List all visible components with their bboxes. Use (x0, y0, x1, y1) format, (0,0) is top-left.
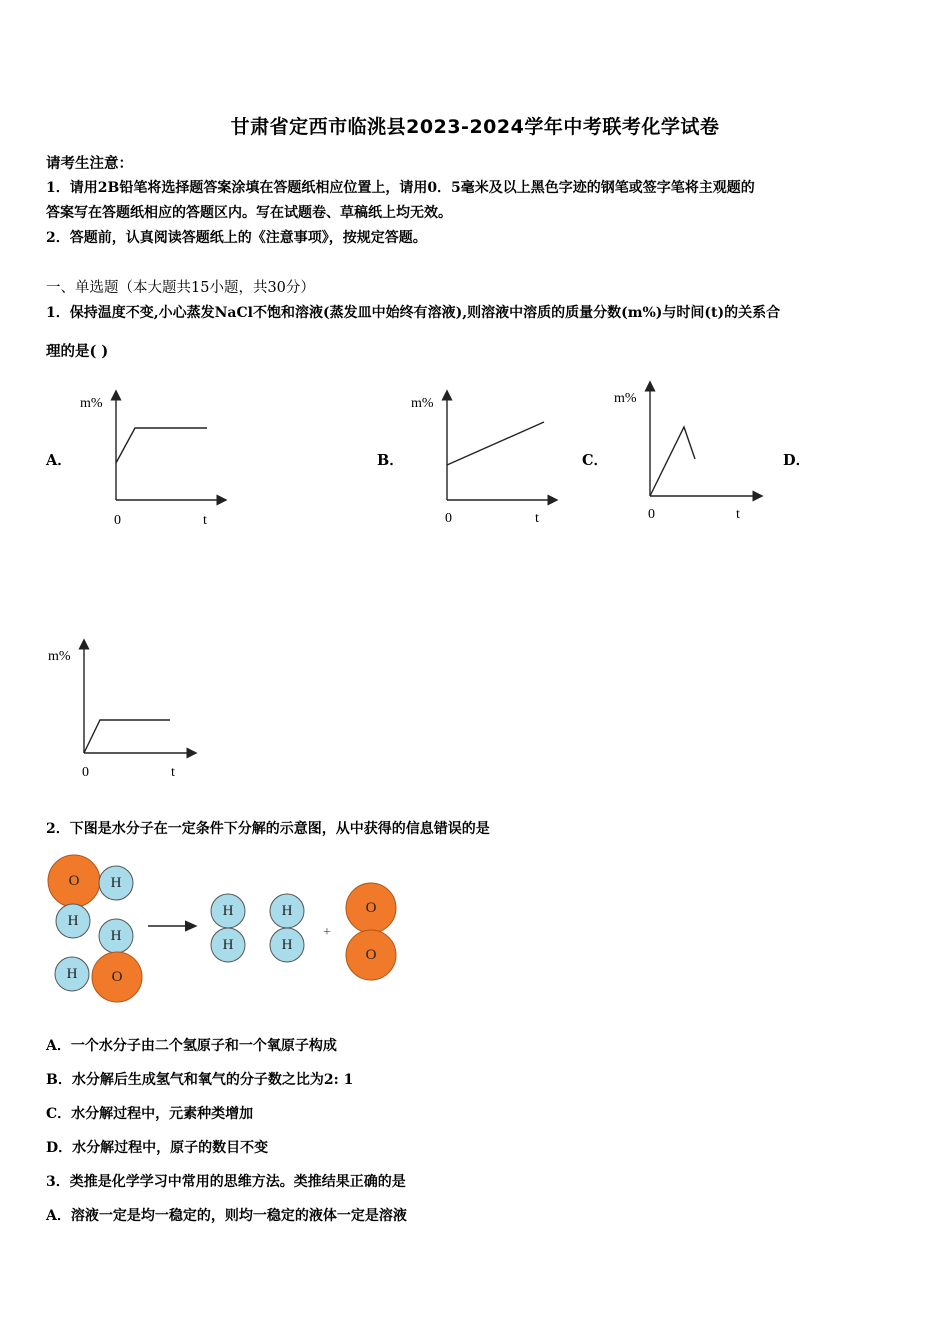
y-axis-label: m% (80, 396, 103, 411)
q1-graph-d (42, 638, 212, 788)
atom-label: H (222, 937, 234, 953)
q1-stem-continued: 理的是( ) (46, 343, 109, 360)
atom-label: O (365, 900, 377, 916)
q1-option-a-label[interactable]: A． (46, 452, 72, 469)
atom-label: H (67, 913, 79, 929)
y-axis-label: m% (614, 391, 637, 406)
atom-label: O (111, 969, 123, 985)
atom-label: O (365, 947, 377, 963)
y-axis-label: m% (411, 396, 434, 411)
q2-option-d[interactable]: D．水分解过程中，原子的数目不变 (46, 1140, 269, 1156)
q2-stem: 2．下图是水分子在一定条件下分解的示意图，从中获得的信息错误的是 (46, 821, 490, 837)
graph-b-curve (447, 422, 544, 465)
q1-graph-c (608, 380, 778, 530)
plus-sign: + (323, 925, 331, 940)
atom-label: H (110, 928, 122, 944)
atom-label: H (281, 903, 293, 919)
page-title: 甘肃省定西市临洮县2023-2024学年中考联考化学试卷 (230, 116, 720, 138)
q2-option-b[interactable]: B．水分解后生成氢气和氧气的分子数之比为2: 1 (46, 1072, 354, 1088)
q1-option-b-label[interactable]: B． (377, 452, 404, 469)
atom-label: O (68, 873, 80, 889)
notice-heading: 请考生注意： (46, 155, 133, 172)
q2-option-c[interactable]: C．水分解过程中，元素种类增加 (46, 1106, 254, 1122)
notice-line-2: 2．答题前，认真阅读答题纸上的《注意事项》，按规定答题。 (46, 230, 427, 246)
atom-label: H (110, 875, 122, 891)
q1-graph-b (405, 385, 575, 535)
q1-stem: 1．保持温度不变,小心蒸发NaCl不饱和溶液(蒸发皿中始终有溶液),则溶液中溶质的质量分数(m%)与时间(t)的关系合 (46, 305, 781, 321)
q1-graph-a (70, 385, 240, 535)
q1-option-c-label[interactable]: C． (582, 452, 609, 469)
graph-c-curve (650, 427, 695, 496)
origin-label: 0 (445, 511, 452, 526)
q3-option-a[interactable]: A．溶液一定是均一稳定的，则均一稳定的液体一定是溶液 (46, 1208, 407, 1224)
atom-label: H (222, 903, 234, 919)
atom-label: H (66, 966, 78, 982)
origin-label: 0 (648, 507, 655, 522)
q3-stem: 3．类推是化学学习中常用的思维方法。类推结果正确的是 (46, 1174, 406, 1190)
x-axis-label: t (203, 513, 207, 528)
x-axis-label: t (535, 511, 539, 526)
x-axis-label: t (736, 507, 740, 522)
water-decomposition-diagram (40, 850, 420, 1010)
origin-label: 0 (82, 765, 89, 780)
section-heading: 一、单选题（本大题共15小题，共30分） (46, 280, 315, 296)
graph-a-curve (116, 428, 207, 463)
q1-option-d-label[interactable]: D． (783, 452, 811, 469)
q2-option-a[interactable]: A．一个水分子由二个氢原子和一个氧原子构成 (46, 1038, 337, 1054)
atom-label: H (281, 937, 293, 953)
notice-line-1b: 答案写在答题纸相应的答题区内。写在试题卷、草稿纸上均无效。 (46, 205, 452, 221)
origin-label: 0 (114, 513, 121, 528)
notice-line-1: 1．请用2B铅笔将选择题答案涂填在答题纸相应位置上，请用0．5毫米及以上黑色字迹的钢笔或签字笔将主观题的 (46, 180, 755, 196)
graph-d-curve (84, 720, 170, 753)
y-axis-label: m% (48, 649, 71, 664)
x-axis-label: t (171, 765, 175, 780)
